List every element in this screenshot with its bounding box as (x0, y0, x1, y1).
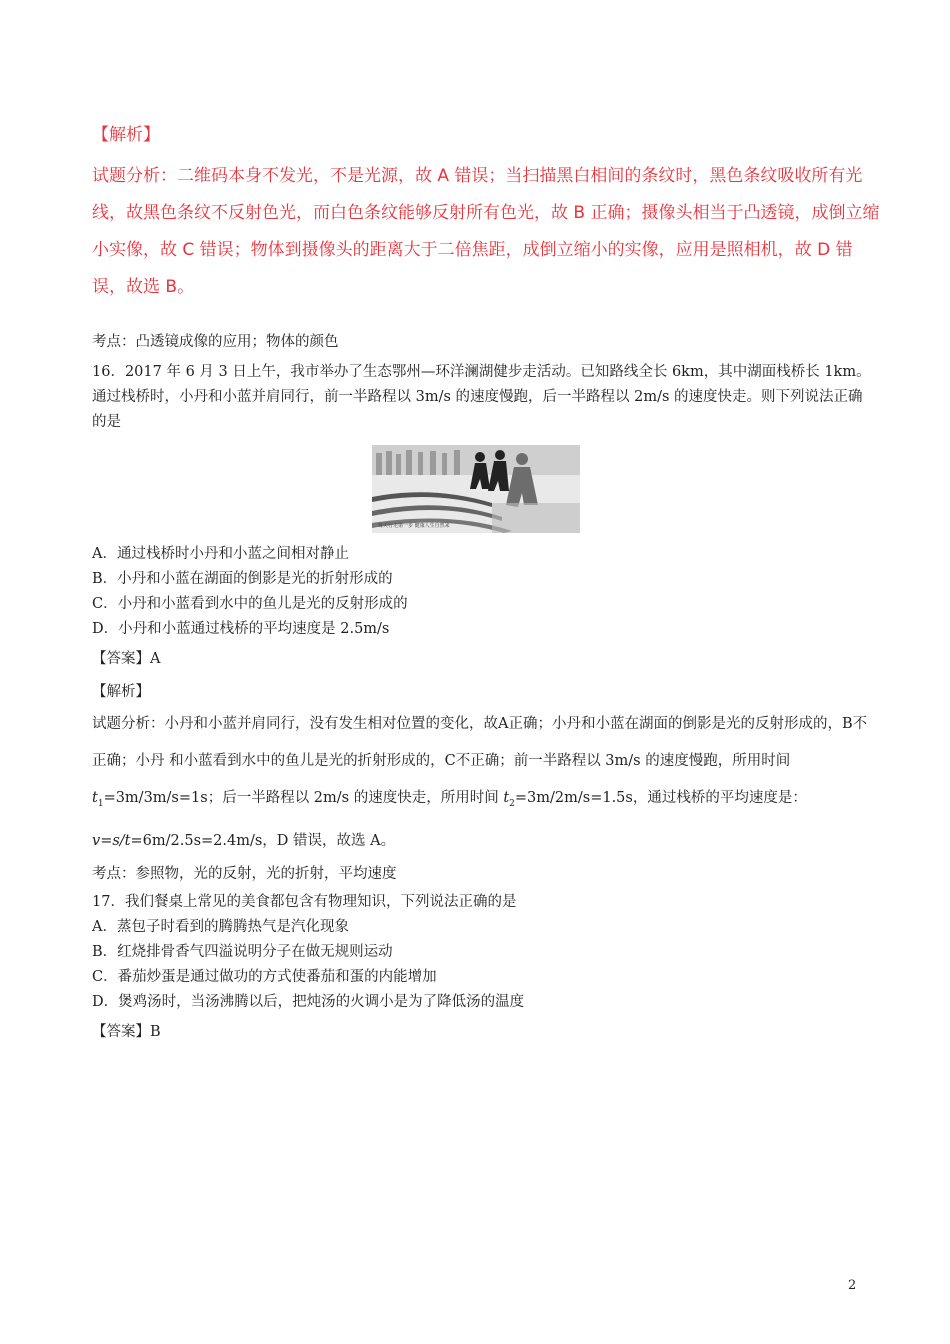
q16-option-d: D．小丹和小蓝通过栈桥的平均速度是 2.5m/s (92, 621, 390, 637)
t2-subscript: 2 (509, 798, 515, 809)
q16-analysis-title: 【解析】 (92, 684, 150, 700)
t2-expression: =3m/2m/s=1.5s，通过栈桥的平均速度是： (514, 790, 807, 806)
figure-caption: 每天行走第一步 健康人生自然来 (378, 523, 450, 529)
q16-analysis-tail: =6m/2.5s=2.4m/s，D 错误，故选 A。 (130, 832, 396, 849)
q16-answer: 【答案】A (92, 651, 161, 667)
q17-option-b: B．红烧排骨香气四溢说明分子在做无规则运动 (92, 944, 393, 960)
walking-photo (372, 445, 580, 533)
page-number: 2 (848, 1278, 857, 1293)
q17-answer: 【答案】B (92, 1024, 161, 1040)
q16-analysis-p1: 试题分析：小丹和小蓝并肩同行，没有发生相对位置的变化，故A正确；小丹和小蓝在湖面的倒影是光的反射形成的，B不正确；小丹 和小蓝看到水中的鱼儿是光的折射形成的，C不正确；前一半路程以 3m/s 的速度慢跑，所用时间 (92, 716, 868, 769)
prev-analysis-title: 【解析】 (92, 125, 160, 145)
q17-option-c: C．番茄炒蛋是通过做功的方式使番茄和蛋的内能增加 (92, 969, 437, 985)
q16-option-c: C．小丹和小蓝看到水中的鱼儿是光的反射形成的 (92, 596, 408, 612)
prev-analysis-text: 试题分析：二维码本身不发光，不是光源，故 A 错误；当扫描黑白相间的条纹时，黑色条纹吸收所有光线，故黑色条纹不反射色光，而白色条纹能够反射所有色光，故 B 正确；摄像头相当于凸透镜，成倒立缩小实像，故 C 错误；物体到摄像头的距离大于二倍焦距，成倒立缩小的实像，应用是照相机，故 D 错误，故选 B。 (92, 166, 880, 297)
q16-option-b: B．小丹和小蓝在湖面的倒影是光的折射形成的 (92, 571, 393, 587)
velocity-formula: v=s/t (92, 832, 131, 849)
t1-expression: =3m/3m/s=1s；后一半路程以 2m/s 的速度快走，所用时间 (103, 790, 504, 806)
t1-symbol: t (92, 790, 98, 806)
q17-stem: 17．我们餐桌上常见的美食都包含有物理知识，下列说法正确的是 (92, 894, 517, 910)
t2-symbol: t (503, 790, 510, 806)
q16-stem: 16．2017 年 6 月 3 日上午，我市举办了生态鄂州—环洋澜湖健步走活动。已知路线全长 6km，其中湖面栈桥长 1km。通过栈桥时，小丹和小蓝并肩同行，前一半路程以 3m/s 的速度慢跑，后一半路程以 2m/s 的速度快走。则下列说法正确的是 (92, 364, 871, 430)
t1-subscript: 1 (97, 798, 104, 809)
q16-option-a: A．通过栈桥时小丹和小蓝之间相对静止 (92, 546, 349, 562)
q17-option-a: A．蒸包子时看到的腾腾热气是汽化现象 (92, 919, 349, 935)
q17-option-d: D．煲鸡汤时，当汤沸腾以后，把炖汤的火调小是为了降低汤的温度 (92, 994, 525, 1010)
q16-kaodian: 考点：参照物，光的反射，光的折射，平均速度 (92, 866, 397, 882)
prev-kaodian: 考点：凸透镜成像的应用；物体的颜色 (92, 334, 339, 350)
q16-analysis-text (92, 706, 872, 860)
